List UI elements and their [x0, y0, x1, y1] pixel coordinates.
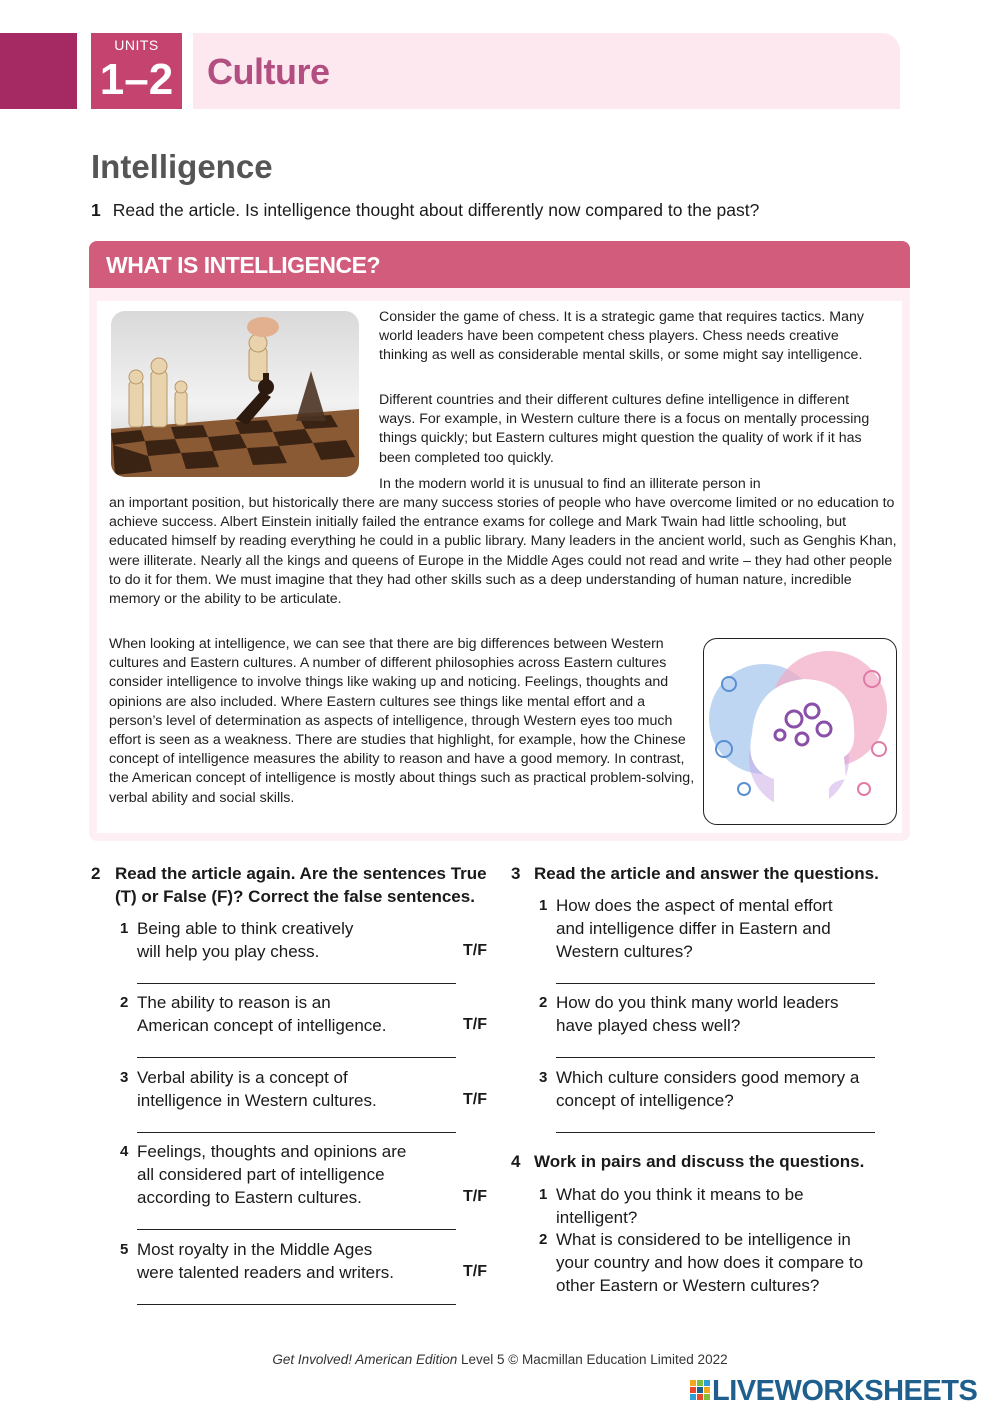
tf-item-3-number: 3: [120, 1069, 129, 1086]
page-title: Culture: [207, 51, 330, 92]
answer-line-q-1[interactable]: [556, 983, 875, 984]
discussion-item-1-line-1: What do you think it means to be: [556, 1185, 804, 1204]
tf-item-1-number: 1: [120, 920, 129, 937]
tf-item-3: [120, 1066, 460, 1116]
section-title: Intelligence: [91, 148, 273, 185]
answer-line-tf-5[interactable]: [137, 1304, 456, 1305]
question-item-1-number: 1: [539, 897, 548, 914]
tf-item-4-line-2: all considered part of intelligence: [137, 1165, 385, 1184]
tf-item-4-number: 4: [120, 1143, 129, 1160]
question-item-3-line-2: concept of intelligence?: [556, 1091, 734, 1110]
discussion-item-2-line-2: your country and how does it compare to: [556, 1253, 864, 1272]
unit-badge: [91, 33, 182, 109]
answer-line-tf-3[interactable]: [137, 1132, 456, 1133]
article-paragraph-4: When looking at intelligence, we can see that there are big differences between Western cultures and Eastern cultures. A number of different philosophies across Eastern cultures consider intelligence to involve things like waking up and noticing. Feelings, thoughts and opinions are also included. Where Eastern cultures see things like mental effort and a person’s level of determination as aspects of intelligence, through Western eyes too much effort is seen as a weakness. There are studies that highlight, for example, how the Chinese concept of intelligence measures the ability to reason and have a good memory. In contrast, the American concept of intelligence is mostly about things such as practical problem-solving, verbal ability and social skills.: [109, 636, 695, 806]
tf-item-2-line-1: The ability to reason is an: [137, 993, 331, 1012]
answer-line-tf-2[interactable]: [137, 1057, 456, 1058]
header-left-band: [0, 33, 77, 109]
article-title: WHAT IS INTELLIGENCE?: [106, 252, 381, 278]
question-item-1-line-2: and intelligence differ in Eastern and: [556, 919, 831, 938]
discussion-item-2-line-1: What is considered to be intelligence in: [556, 1230, 851, 1249]
tf-item-5-number: 5: [120, 1241, 129, 1258]
answer-line-q-3[interactable]: [556, 1132, 875, 1133]
tf-item-3-line-2: intelligence in Western cultures.: [137, 1091, 377, 1110]
question-item-1: [539, 894, 909, 966]
brain-gears-image: [703, 638, 897, 825]
tf-choice-2[interactable]: T/F: [463, 1016, 487, 1033]
article-paragraph-3-rest: an important position, but historically there are many success stories of people who have overcome limited or no education to achieve success. Albert Einstein initially failed the entrance exams for college and Mark Twain had little schooling, but educated himself by reading everything he could in a public library. Many leaders in the ancient world, such as Genghis Khan, were illiterate. Nearly all the kings and queens of Europe in the Middle Ages could not read and write – they had other people to do it for them. We must imagine that they had other skills such as a deep understanding of human nature, incredible memory or the ability to be articulate.: [109, 495, 897, 608]
tf-item-4-line-1: Feelings, thoughts and opinions are: [137, 1142, 407, 1161]
tf-item-4: [120, 1140, 460, 1212]
answer-line-tf-4[interactable]: [137, 1229, 456, 1230]
tf-item-5-line-1: Most royalty in the Middle Ages: [137, 1240, 373, 1259]
article-header: [89, 241, 910, 288]
exercise-4-text: Work in pairs and discuss the questions.: [534, 1152, 865, 1171]
exercise-3-number: 3: [511, 864, 521, 883]
logo-text: LIVEWORKSHEETS: [712, 1375, 978, 1407]
question-item-3-line-1: Which culture considers good memory a: [556, 1068, 860, 1087]
question-item-2-line-2: have played chess well?: [556, 1016, 741, 1035]
discussion-item-2-number: 2: [539, 1231, 548, 1248]
logo-grid-icon: [690, 1380, 710, 1402]
discussion-item-1-line-2: intelligent?: [556, 1208, 638, 1227]
head-gears-illustration: [704, 639, 897, 825]
tf-item-1-line-1: Being able to think creatively: [137, 919, 354, 938]
exercise-1-text: Read the article. Is intelligence thought about differently now compared to the past?: [112, 200, 760, 220]
discussion-item-1-number: 1: [539, 1186, 548, 1203]
footer-copyright: [0, 1352, 1000, 1367]
tf-item-3-line-1: Verbal ability is a concept of: [137, 1068, 348, 1087]
discussion-item-1: [539, 1183, 909, 1229]
answer-line-tf-1[interactable]: [137, 983, 456, 984]
article-paragraph-3-start: In the modern world it is unusual to find an illiterate person in: [379, 476, 761, 492]
tf-item-2: [120, 991, 460, 1041]
exercise-2-line-1: Read the article again. Are the sentences True: [115, 864, 487, 883]
exercise-1: [91, 200, 759, 221]
tf-item-1-line-2: will help you play chess.: [137, 942, 320, 961]
chess-image: [111, 311, 359, 477]
exercise-3-text: Read the article and answer the questions.: [534, 864, 879, 883]
question-item-3-number: 3: [539, 1069, 548, 1086]
chess-illustration: [111, 311, 359, 477]
question-item-1-line-3: Western cultures?: [556, 942, 693, 961]
footer-rest: Level 5 © Macmillan Education Limited 2022: [457, 1352, 728, 1367]
tf-choice-1[interactable]: T/F: [463, 942, 487, 959]
exercise-2-number: 2: [91, 864, 101, 883]
answer-line-q-2[interactable]: [556, 1057, 875, 1058]
question-item-2: [539, 991, 909, 1041]
discussion-item-2-line-3: other Eastern or Western cultures?: [556, 1276, 820, 1295]
tf-item-5: [120, 1238, 460, 1288]
tf-choice-3[interactable]: T/F: [463, 1091, 487, 1108]
discussion-item-2: [539, 1228, 909, 1298]
units-number: 1–2: [99, 55, 174, 104]
tf-item-4-line-3: according to Eastern cultures.: [137, 1188, 362, 1207]
tf-item-2-line-2: American concept of intelligence.: [137, 1016, 387, 1035]
units-label: UNITS: [114, 37, 159, 53]
exercise-2-line-2: (T) or False (F)? Correct the false sentences.: [115, 887, 475, 906]
article-paragraph-1: Consider the game of chess. It is a strategic game that requires tactics. Many world leaders have been competent chess players. Chess needs creative thinking as well as considerable mental skills, or some might say intelligence.: [379, 309, 864, 364]
tf-item-2-number: 2: [120, 994, 129, 1011]
tf-item-1: [120, 917, 460, 967]
header-title-band: [193, 33, 900, 109]
question-item-1-line-1: How does the aspect of mental effort: [556, 896, 833, 915]
footer-book-title: Get Involved! American Edition: [272, 1352, 458, 1367]
tf-choice-5[interactable]: T/F: [463, 1263, 487, 1280]
tf-choice-4[interactable]: T/F: [463, 1188, 487, 1205]
article-paragraph-2: Different countries and their different cultures define intelligence in different ways. For example, in Western culture there is a focus on mentally processing things quickly; but Eastern cultures might question the quality of work if it has been completed too quickly.: [379, 392, 870, 466]
question-item-3: [539, 1066, 909, 1116]
tf-item-5-line-2: were talented readers and writers.: [137, 1263, 395, 1282]
exercise-4-number: 4: [511, 1152, 521, 1171]
exercise-1-number: 1: [91, 200, 101, 220]
question-item-2-number: 2: [539, 994, 548, 1011]
question-item-2-line-1: How do you think many world leaders: [556, 993, 839, 1012]
